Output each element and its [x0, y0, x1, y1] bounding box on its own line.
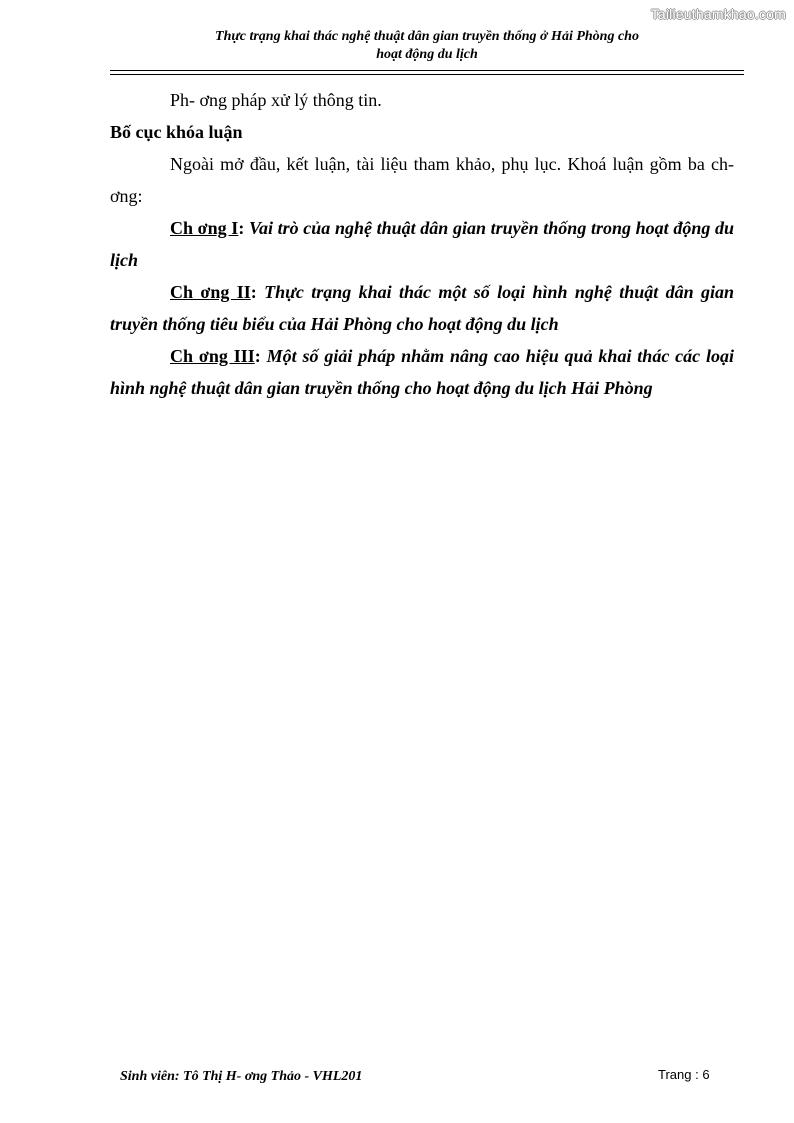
section-heading: Bố cục khóa luận — [110, 122, 243, 142]
chapter-3-title: Một số giải pháp nhằm nâng cao hiệu quả khai thác các loại hình nghệ thuật dân gian truyền thống cho hoạt động du lịch Hải Phòng — [110, 346, 735, 398]
watermark: Tailieuthamkhao.com — [650, 6, 786, 22]
page-header — [110, 28, 744, 64]
header-line-1: Thực trạng khai thác nghệ thuật dân gian truyền thống ở Hải Phòng cho — [215, 29, 639, 44]
method-line: Ph- ơng pháp xử lý thông tin. — [170, 90, 382, 110]
chapter-3 — [110, 340, 734, 404]
chapter-2-colon: : — [250, 282, 257, 302]
header-rule-bottom — [110, 74, 744, 75]
chapter-3-colon: : — [254, 346, 261, 366]
header-rule-top — [110, 70, 744, 71]
chapter-3-label: Ch ơng III — [170, 346, 255, 366]
chapter-1-colon: : — [238, 218, 245, 238]
chapter-1 — [110, 212, 734, 276]
chapter-2-title: Thực trạng khai thác một số loại hình nghệ thuật dân gian truyền thống tiêu biểu của Hải Phòng cho hoạt động du lịch — [110, 282, 735, 334]
chapter-2-label: Ch ơng II — [170, 282, 251, 302]
footer-student: Sinh viên: Tô Thị H- ơng Thảo - VHL201 — [120, 1069, 363, 1084]
intro-paragraph: Ngoài mở đầu, kết luận, tài liệu tham khảo, phụ lục. Khoá luận gồm ba ch- ơng: — [110, 154, 734, 206]
footer-page-number: Trang : 6 — [658, 1067, 710, 1082]
chapter-1-label: Ch ơng I — [170, 218, 239, 238]
header-line-2: hoạt động du lịch — [376, 47, 478, 62]
chapter-1-title: Vai trò của nghệ thuật dân gian truyền thống trong hoạt động du lịch — [110, 218, 734, 270]
chapter-2 — [110, 276, 734, 340]
document-body — [110, 84, 734, 404]
